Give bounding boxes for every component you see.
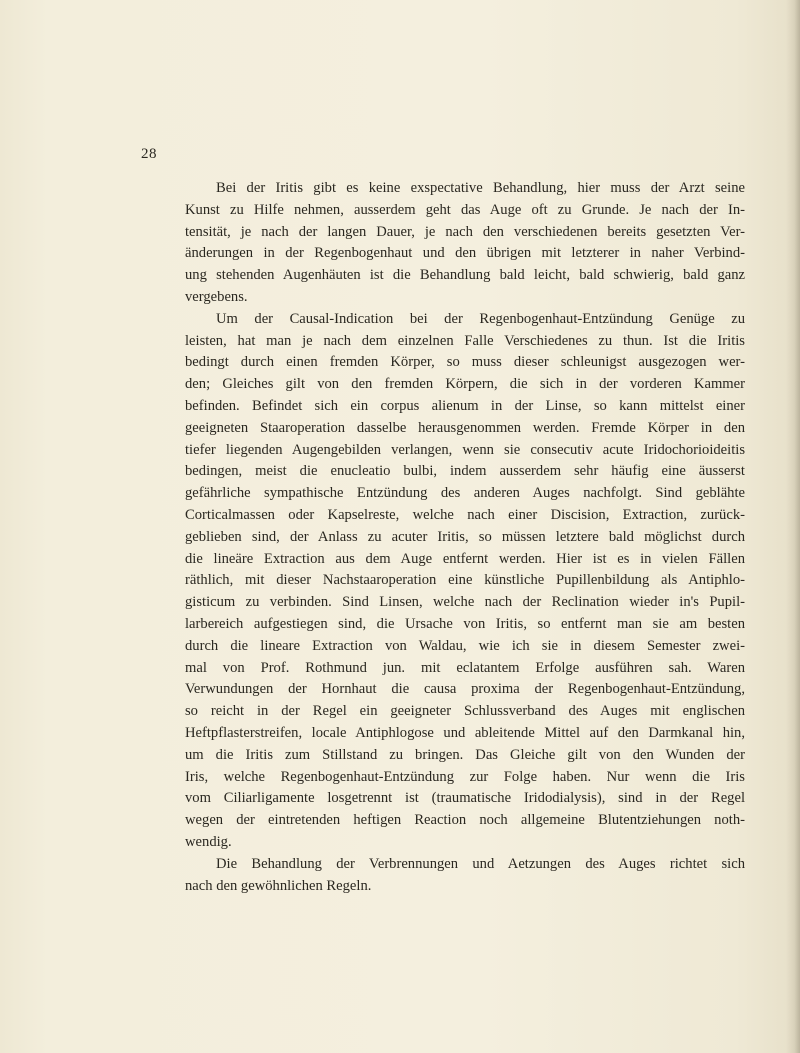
paragraph [185, 309, 745, 854]
text-line: ung stehenden Augenhäuten ist die Behandlung bald leicht, bald schwierig, bald ganz [185, 267, 745, 284]
text-line: durch die lineare Extraction von Waldau, wie ich sie in diesem Semester zwei- [185, 637, 745, 654]
text-line: larbereich aufgestiegen sind, die Ursache von Iritis, so entfernt man sie am besten [185, 615, 745, 632]
text-line: bedingen, meist die enucleatio bulbi, indem ausserdem sehr häufig eine äusserst [185, 463, 745, 480]
text-line: vergebens. [185, 288, 248, 305]
text-line: Heftpflasterstreifen, locale Antiphlogose und ableitende Mittel auf den Darmkanal hin, [185, 724, 745, 741]
text-line: gefährliche sympathische Entzündung des anderen Auges nachfolgt. Sind geblähte [185, 485, 745, 502]
text-line: Bei der Iritis gibt es keine exspectative Behandlung, hier muss der Arzt seine [216, 180, 745, 196]
text-line: so reicht in der Regel ein geeigneter Schlussverband des Auges mit englischen [185, 703, 745, 720]
text-line: befinden. Befindet sich ein corpus alienum in der Linse, so kann mittelst einer [185, 397, 745, 414]
text-line: bedingt durch einen fremden Körper, so muss dieser schleunigst ausgezogen wer- [185, 354, 745, 371]
text-line: gisticum zu verbinden. Sind Linsen, welche nach der Reclination wieder in's Pupil- [185, 594, 745, 611]
text-line: wendig. [185, 833, 232, 850]
paragraph [185, 178, 745, 309]
text-line: änderungen in der Regenbogenhaut und den übrigen mit letzterer in naher Verbind- [185, 245, 745, 262]
text-line: nach den gewöhnlichen Regeln. [185, 877, 372, 894]
text-line: tiefer liegenden Augengebilden verlangen, wenn sie consecutiv acute Iridochorioideitis [185, 441, 745, 458]
text-line: wegen der eintretenden heftigen Reaction noch allgemeine Blutentziehungen noth- [185, 812, 745, 829]
text-line: vom Ciliarligamente losgetrennt ist (traumatische Iridodialysis), sind in der Regel [185, 790, 745, 807]
text-line: Die Behandlung der Verbrennungen und Aetzungen des Auges richtet sich [216, 855, 745, 872]
body-text [185, 178, 745, 897]
text-line: um die Iritis zum Stillstand zu bringen. Das Gleiche gilt von den Wunden der [185, 746, 745, 763]
text-line: den; Gleiches gilt von den fremden Körpern, die sich in der vorderen Kammer [185, 376, 745, 393]
text-line: Um der Causal-Indication bei der Regenbogenhaut-Entzündung Genüge zu [216, 310, 745, 327]
paragraph [185, 854, 745, 898]
text-line: die lineäre Extraction aus dem Auge entfernt werden. Hier ist es in vielen Fällen [185, 550, 745, 567]
text-line: leisten, hat man je nach dem einzelnen Falle Verschiedenes zu thun. Ist die Iritis [185, 332, 745, 349]
text-line: Verwundungen der Hornhaut die causa proxima der Regenbogenhaut-Entzündung, [185, 681, 745, 698]
page-number: 28 [141, 146, 157, 162]
text-line: Kunst zu Hilfe nehmen, ausserdem geht das Auge oft zu Grunde. Je nach der In- [185, 201, 745, 218]
text-line: mal von Prof. Rothmund jun. mit eclatantem Erfolge ausführen sah. Waren [185, 659, 745, 676]
text-line: räthlich, mit dieser Nachstaaroperation eine künstliche Pupillenbildung als Antiphlo- [185, 572, 745, 589]
text-line: tensität, je nach der langen Dauer, je nach den verschiedenen bereits gesetzten Ver- [185, 223, 745, 240]
text-line: geeigneten Staaroperation dasselbe herausgenommen werden. Fremde Körper in den [185, 419, 745, 436]
text-line: Iris, welche Regenbogenhaut-Entzündung zur Folge haben. Nur wenn die Iris [185, 768, 745, 785]
text-line: Corticalmassen oder Kapselreste, welche nach einer Discision, Extraction, zurück- [185, 506, 745, 523]
page-edge-shadow [786, 0, 800, 1053]
text-line: geblieben sind, der Anlass zu acuter Iritis, so müssen letztere bald möglichst durch [185, 528, 745, 545]
